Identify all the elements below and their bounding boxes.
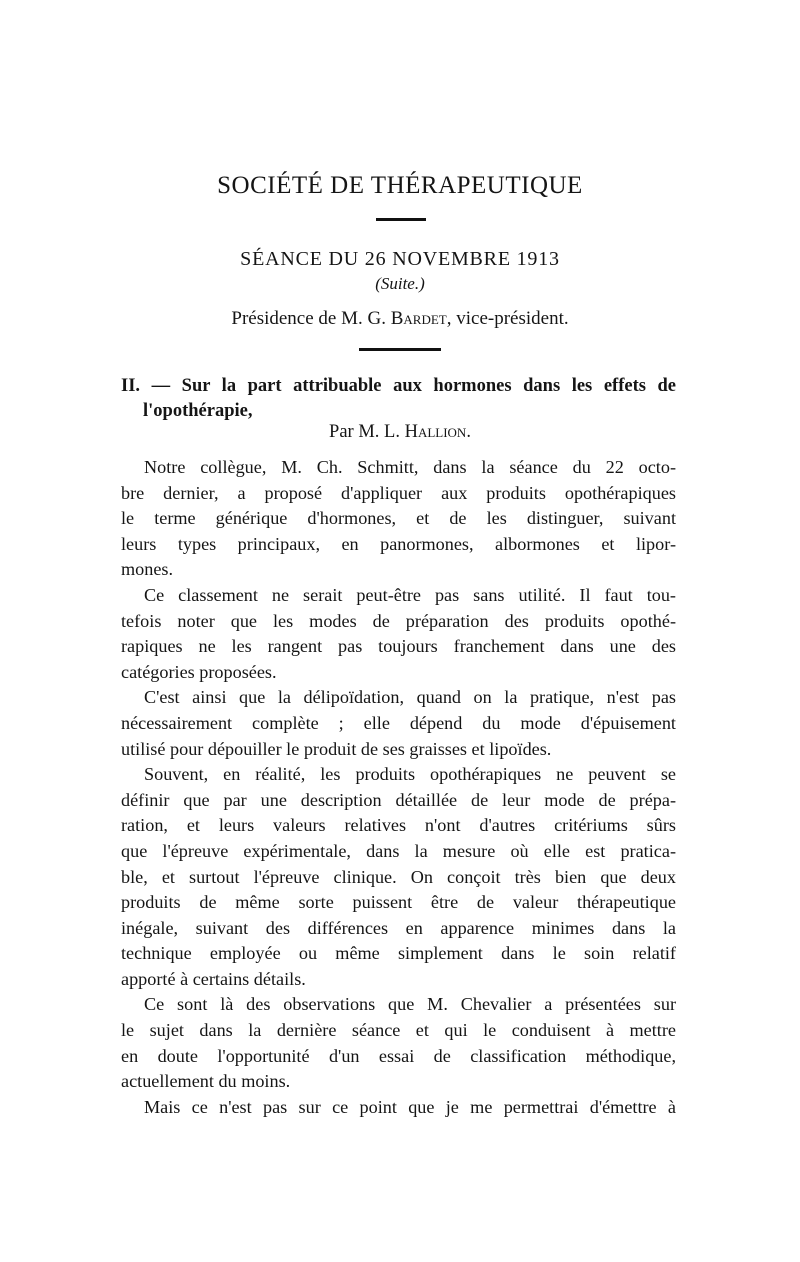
president-name: Bardet	[390, 308, 447, 329]
heading-rule	[376, 218, 426, 221]
continuation-note	[0, 273, 800, 295]
text-line: Mais ce n'est pas sur ce point que je me permettrai d'émettre à	[144, 1096, 676, 1117]
suite-text: (Suite.)	[375, 274, 425, 293]
article-title-line1: II. — Sur la part attribuable aux hormones dans les effets de	[121, 376, 676, 396]
presidency-line	[0, 306, 800, 332]
text-line: le terme générique d'hormones, et de les distinguer, suivant	[121, 508, 676, 529]
author-name: Hallion.	[404, 422, 471, 442]
text-line: Ce sont là des observations que M. Chevalier a présentées sur	[144, 994, 676, 1015]
article-body	[121, 455, 676, 1120]
text-line: catégories proposées.	[121, 661, 277, 682]
text-line: que l'épreuve expérimentale, dans la mesure où elle est pratica-	[121, 840, 676, 861]
text-line: en doute l'opportunité d'un essai de classification méthodique,	[121, 1045, 676, 1066]
text-line: technique employée ou même simplement dans le soin relatif	[121, 943, 676, 964]
section-rule	[359, 348, 441, 351]
society-heading: SOCIÉTÉ DE THÉRAPEUTIQUE	[217, 172, 583, 199]
session-date: SÉANCE DU 26 NOVEMBRE 1913	[240, 248, 560, 270]
text-line: actuellement du moins.	[121, 1071, 291, 1092]
presidency-suffix: , vice-président.	[446, 308, 569, 329]
text-line: inégale, suivant des différences en apparence minimes dans la	[121, 917, 676, 938]
text-line: bre dernier, a proposé d'appliquer aux produits opothérapiques	[121, 482, 676, 503]
paragraph	[121, 455, 676, 583]
article-title-line2: l'opothérapie,	[143, 401, 253, 421]
text-line: définir que par une description détaillée de leur mode de prépa-	[121, 789, 676, 810]
author-prefix: Par M. L.	[329, 422, 400, 442]
text-line: rapiques ne les rangent pas toujours franchement dans une des	[121, 636, 676, 657]
text-line: Notre collègue, M. Ch. Schmitt, dans la séance du 22 octo-	[144, 457, 676, 477]
text-line: tefois noter que les modes de préparation des produits opothé-	[121, 610, 676, 631]
presidency-prefix: Présidence de M. G.	[231, 308, 386, 329]
paragraph	[121, 762, 676, 992]
text-line: leurs types principaux, en panormones, albormones et lipor-	[121, 533, 676, 554]
paragraph	[121, 583, 676, 685]
text-line: nécessairement complète ; elle dépend du mode d'épuisement	[121, 712, 676, 733]
text-line: apporté à certains détails.	[121, 968, 306, 989]
text-line: mones.	[121, 559, 174, 580]
text-line: utilisé pour dépouiller le produit de ses graisses et lipoïdes.	[121, 738, 552, 759]
text-line: Ce classement ne serait peut-être pas sans utilité. Il faut tou-	[144, 584, 676, 605]
paragraph	[121, 685, 676, 762]
text-line: Souvent, en réalité, les produits opothérapiques ne peuvent se	[144, 764, 676, 785]
article-author	[0, 420, 800, 445]
paragraph	[121, 1095, 676, 1121]
text-line: C'est ainsi que la délipoïdation, quand on la pratique, n'est pas	[144, 687, 676, 708]
text-line: le sujet dans la dernière séance et qui le conduisent à mettre	[121, 1020, 676, 1041]
text-line: produits de même sorte puissent être de valeur thérapeutique	[121, 892, 676, 913]
text-line: ble, et surtout l'épreuve clinique. On conçoit très bien que deux	[121, 866, 676, 887]
paragraph	[121, 992, 676, 1094]
text-line: ration, et leurs valeurs relatives n'ont d'autres critériums sûrs	[121, 815, 676, 836]
